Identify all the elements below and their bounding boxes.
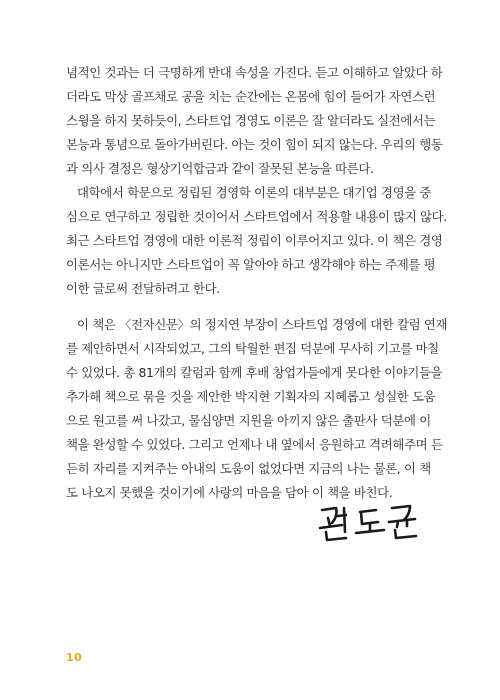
text-line: 심으로 연구하고 정립한 것이어서 스타트업에서 적용할 내용이 많지 않다. (66, 209, 447, 224)
handwritten-signature (312, 496, 422, 546)
text-line: 념적인 것과는 더 극명하게 반대 속성을 가진다. 듣고 이해하고 알았다 하 (66, 65, 443, 80)
text-line: 이 책은 〈전자신문〉의 정지연 부장이 스타트업 경영에 대한 칼럼 연재 (77, 317, 448, 332)
text-line: 으로 원고를 써 나갔고, 물심양면 지원을 아끼지 않은 출판사 덕분에 이 (66, 413, 431, 428)
text-line: 도 나오지 못했을 것이기에 사랑의 마음을 담아 이 책을 바친다. (66, 485, 393, 500)
text-line: 책을 완성할 수 있었다. 그리고 언제나 내 옆에서 응원하고 격려해주며 든 (66, 437, 443, 452)
text-line: 본능과 통념으로 돌아가버린다. 아는 것이 힘이 되지 않는다. 우리의 행동 (66, 137, 443, 152)
text-line: 최근 스타트업 경영에 대한 이론적 정립이 이루어지고 있다. 이 책은 경영 (66, 233, 443, 248)
text-line: 더라도 막상 골프채로 공을 치는 순간에는 온몸에 힘이 들어가 자연스런 (66, 89, 436, 104)
text-line: 대학에서 학문으로 정립된 경영학 이론의 대부분은 대기업 경영을 중 (77, 185, 432, 200)
text-line: 를 제안하면서 시작되었고, 그의 탁월한 편집 덕분에 무사히 기고를 마칠 (66, 341, 439, 356)
text-line: 이한 글로써 전달하려고 한다. (66, 281, 220, 296)
text-line: 스윙을 하지 못하듯이, 스타트업 경영도 이론은 잘 알더라도 실전에서는 (66, 113, 436, 128)
text-line: 추가해 책으로 묶을 것을 제안한 박지현 기획자의 지혜롭고 성실한 도움 (66, 389, 436, 404)
page-number: 10 (66, 651, 83, 664)
text-line: 든히 자리를 지켜주는 아내의 도움이 없었다면 지금의 나는 물론, 이 책 (66, 461, 431, 476)
text-line: 이론서는 아니지만 스타트업이 꼭 알아야 하고 생각해야 하는 주제를 평 (66, 257, 436, 272)
text-line: 과 의사 결정은 형상기억합금과 같이 잘못된 본능을 따른다. (66, 161, 374, 176)
text-line: 수 있었다. 총 81개의 칼럼과 함께 후배 창업가들에게 못다한 이야기들을 (66, 365, 443, 380)
